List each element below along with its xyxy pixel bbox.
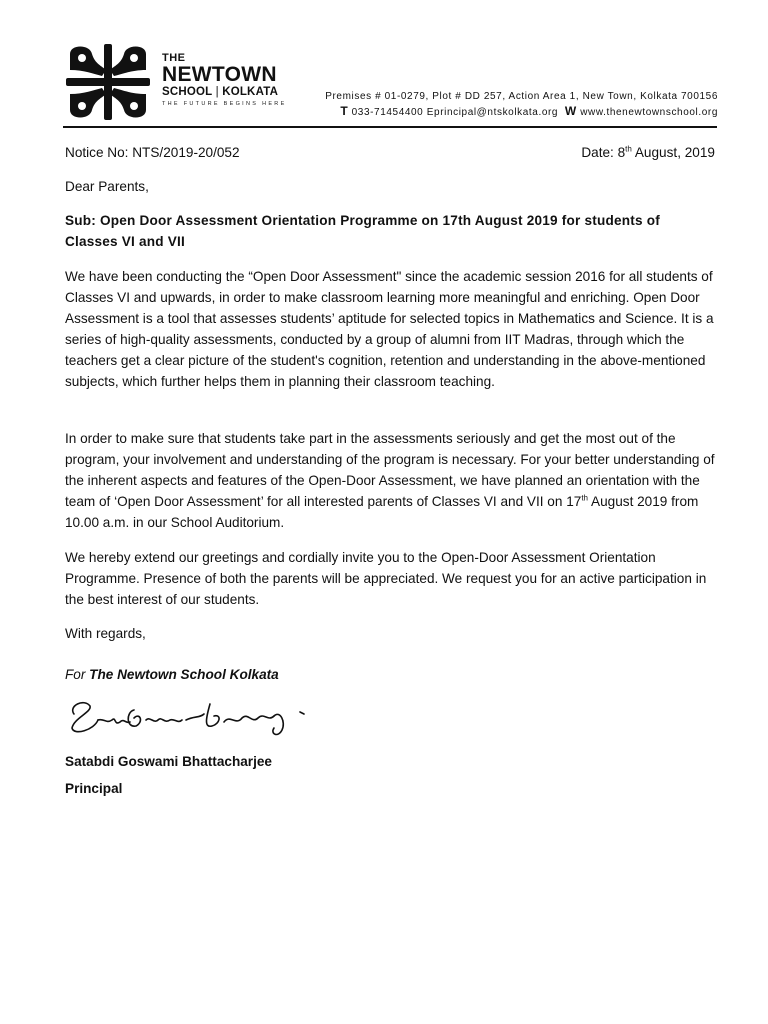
logo-school-kolkata: SCHOOL | KOLKATA xyxy=(162,86,279,98)
logo-city: KOLKATA xyxy=(222,86,279,98)
notice-number: Notice No: NTS/2019-20/052 xyxy=(65,145,240,160)
for-prefix: For xyxy=(65,667,86,682)
notice-date: Date: 8th August, 2019 xyxy=(581,144,715,160)
paragraph-1: We have been conducting the “Open Door Assessment" since the academic session 2016 for all students of Classes VI and upwards, in order to make classroom learning more meaningful and enriching. Open Door Assessment is a tool that assesses students’ aptitude for selected topics in Mathematics and Science. It is a series of high-quality assessments, conducted by a group of alumni from IIT Madras, through which the teachers get a clear picture of the student's cognition, retention and understanding in the above-mentioned subjects, which further helps them in planning their classroom teaching. xyxy=(65,269,714,389)
logo-the: THE xyxy=(162,52,186,64)
signature-hidden-text: Satabdi Goswami Bhattacharjee xyxy=(64,692,79,693)
phone-label: T xyxy=(340,104,349,118)
signature-image xyxy=(64,692,314,742)
logo-newtown: NEWTOWN xyxy=(162,63,277,86)
header-divider xyxy=(63,126,717,128)
signatory-title: Principal xyxy=(65,781,123,796)
web-label: W xyxy=(564,104,577,118)
logo-school: SCHOOL xyxy=(162,86,213,98)
paragraph-2: In order to make sure that students take part in the assessments seriously and get the most out of the program, your involvement and understanding of the program is necessary. For your better understanding of the inherent aspects and features of the Open-Door Assessment, we have planned an orientation with the team of ‘Open Door Assessment’ for all interested parents of Classes VI and VII on 17th August 2019 from 10.00 a.m. in our School Auditorium. xyxy=(65,431,715,530)
school-wordmark xyxy=(162,52,292,109)
organization-name: The Newtown School Kolkata xyxy=(89,667,279,682)
letterhead-address xyxy=(325,89,718,120)
contact-line xyxy=(325,104,718,120)
subject-line: Sub: Open Door Assessment Orientation Programme on 17th August 2019 for students of Classes VI and VII xyxy=(65,213,660,249)
website[interactable]: www.thenewtownschool.org xyxy=(580,107,718,118)
closing: With regards, xyxy=(65,626,146,641)
email[interactable]: principal@ntskolkata.org xyxy=(434,107,559,118)
salutation: Dear Parents, xyxy=(65,179,149,194)
phone: 033-71454400 xyxy=(351,107,424,118)
paragraph-3: We hereby extend our greetings and cordially invite you to the Open-Door Assessment Orientation Programme. Presence of both the parents will be appreciated. We request you for an active participation in the best interest of our students. xyxy=(65,550,707,607)
email-label: E xyxy=(426,107,435,118)
signatory-name: Satabdi Goswami Bhattacharjee xyxy=(65,754,272,769)
logo-tagline: THE FUTURE BEGINS HERE xyxy=(162,101,287,107)
address-line: Premises # 01-0279, Plot # DD 257, Action Area 1, New Town, Kolkata 700156 xyxy=(325,91,718,102)
for-organization xyxy=(65,664,715,685)
notice-meta xyxy=(65,142,715,163)
school-logo-icon xyxy=(62,40,154,124)
